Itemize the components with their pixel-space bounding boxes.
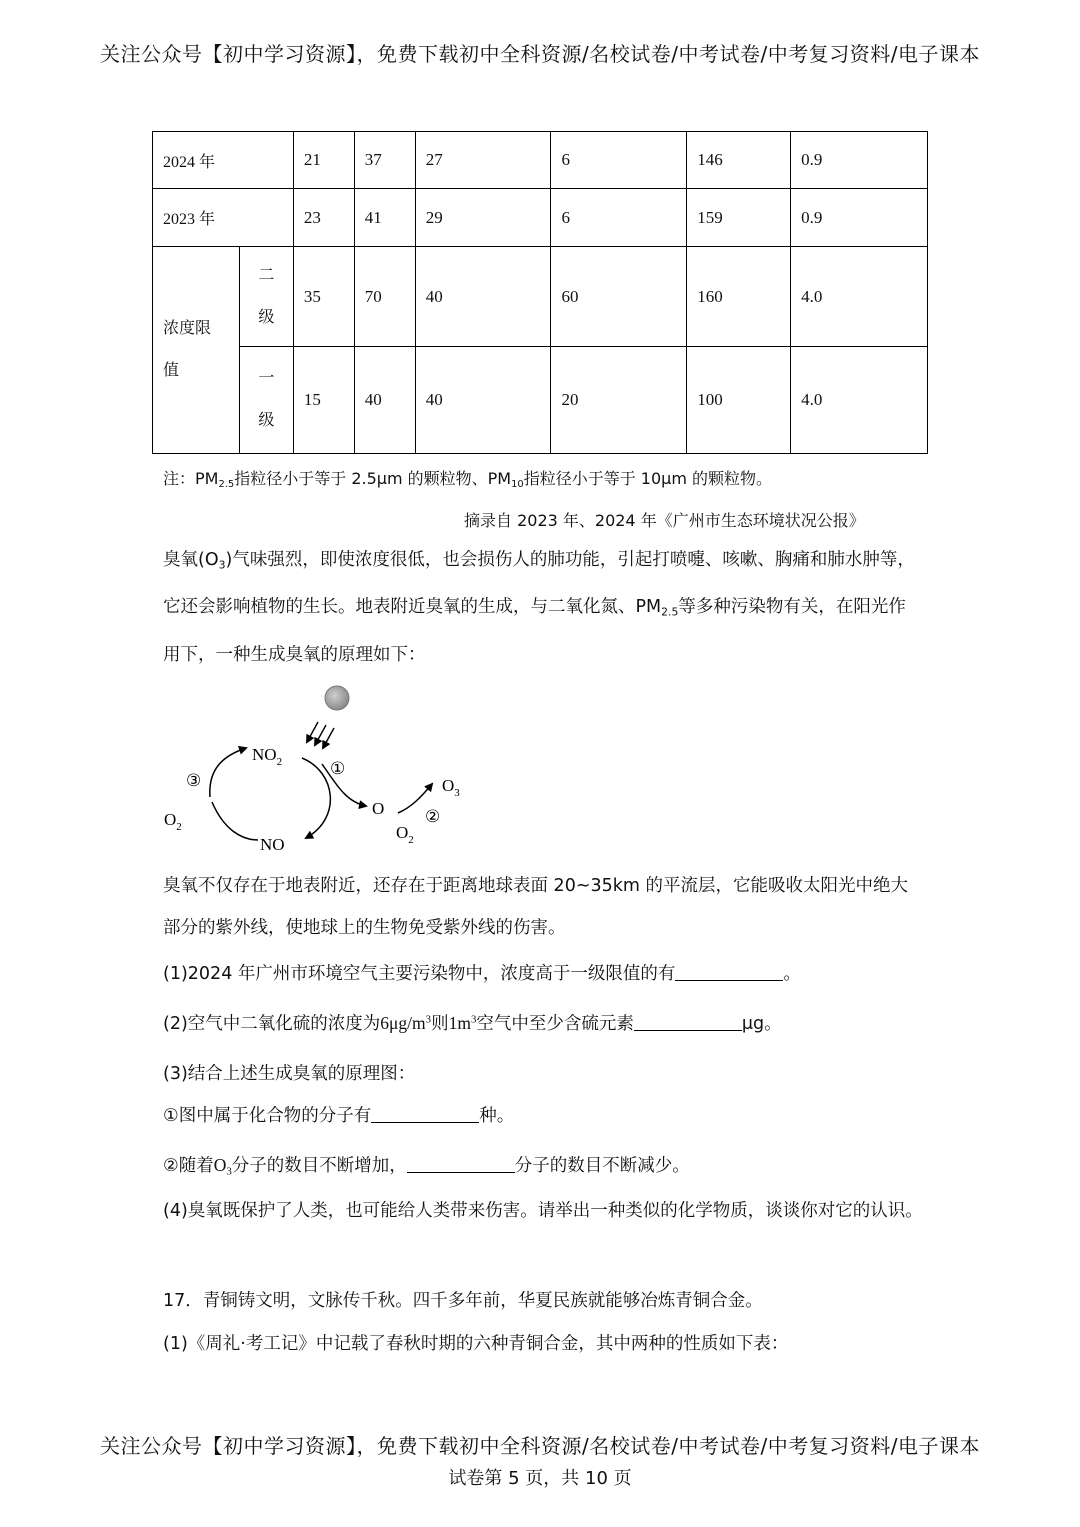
table-row — [153, 247, 928, 347]
table-cell: 4.0 — [791, 247, 928, 347]
table-cell: 4.0 — [791, 347, 928, 454]
answer-blank[interactable] — [634, 1012, 742, 1031]
table-cell: 100 — [687, 347, 791, 454]
question-3: (3)结合上述生成臭氧的原理图： — [163, 1064, 416, 1084]
limit-label-line1: 浓度限 — [163, 320, 212, 337]
tier-label-line2: 级 — [258, 412, 275, 429]
table-cell: 20 — [551, 347, 687, 454]
table-cell: 29 — [415, 189, 551, 247]
table-cell: 41 — [354, 189, 415, 247]
species-o2-bottom: $O_2$ — [396, 823, 414, 846]
tier-label-line1: 二 — [258, 266, 275, 284]
table-cell: 6 — [551, 132, 687, 189]
question-2: (2)空气中二氧化硫的浓度为$6\mu g/m^3$则$1m^3$空气中至少含硫元素 μg。 — [163, 1013, 782, 1034]
step-label-3: ③ — [186, 771, 202, 791]
table-cell: 40 — [415, 347, 551, 454]
species-no2: $NO_2$ — [252, 745, 283, 768]
question-4: (4)臭氧既保护了人类，也可能给人类带来伤害。请举出一种类似的化学物质，谈谈你对它的认识。 — [163, 1201, 923, 1221]
species-o2-left: $O_2$ — [164, 810, 182, 833]
table-cell: 160 — [687, 247, 791, 347]
table-cell: 40 — [354, 347, 415, 454]
table-note: 注：$PM_{2.5}$指粒径小于等于 2.5μm 的颗粒物、$PM_{10}$指粒径小于等于 10μm 的颗粒物。 — [163, 469, 772, 490]
table-cell: 70 — [354, 247, 415, 347]
answer-blank[interactable] — [675, 962, 783, 981]
table-cell: 159 — [687, 189, 791, 247]
row-label: 2023 年 — [153, 189, 294, 247]
reaction-arrow-3 — [210, 748, 246, 797]
table-cell: 40 — [415, 247, 551, 347]
table-cell: 0.9 — [791, 189, 928, 247]
question-3-2: ②随着$O_3$分子的数目不断增加， 分子的数目不断减少。 — [163, 1155, 690, 1178]
limit-label-cell — [153, 247, 240, 454]
promo-banner-bottom: 关注公众号【初中学习资源】，免费下载初中全科资源/名校试卷/中考试卷/中考复习资料/电子课本 — [100, 1434, 980, 1458]
species-o-atom: O — [372, 799, 385, 818]
table-cell: 27 — [415, 132, 551, 189]
table-cell: 15 — [293, 347, 354, 454]
table-cell: 37 — [354, 132, 415, 189]
table-cell: 6 — [551, 189, 687, 247]
table-row — [153, 347, 928, 454]
sunlight-rays-icon — [307, 722, 334, 748]
species-no: NO — [260, 835, 285, 854]
table-row — [153, 132, 928, 189]
sun-icon — [325, 686, 349, 710]
table-cell: 23 — [293, 189, 354, 247]
passage-ozone-intro: 臭氧$(O_3)$气味强烈，即使浓度很低，也会损伤人的肺功能，引起打喷嚏、咳嗽、胸痛和肺水肿等，它还会影响植物的生长。地表附近臭氧的生成，与二氧化氮、$PM_{2.5}$等多种污染物有关，在阳光作用下，一种生成臭氧的原理如下： — [163, 550, 915, 665]
question-17-1: (1)《周礼·考工记》中记载了春秋时期的六种青铜合金，其中两种的性质如下表： — [163, 1334, 789, 1354]
air-quality-table — [152, 131, 928, 454]
table-cell: 35 — [293, 247, 354, 347]
question-3-1: ①图中属于化合物的分子有 种。 — [163, 1106, 515, 1126]
row-label: 2024 年 — [153, 132, 294, 189]
tier-label-line2: 级 — [258, 308, 275, 326]
question-17: 17．青铜铸文明，文脉传千秋。四千多年前，华夏民族就能够冶炼青铜合金。 — [163, 1291, 763, 1311]
limit-label-line2: 值 — [163, 362, 180, 379]
table-cell: 60 — [551, 247, 687, 347]
promo-banner-top: 关注公众号【初中学习资源】，免费下载初中全科资源/名校试卷/中考试卷/中考复习资料/电子课本 — [100, 42, 980, 66]
step-label-2: ② — [425, 807, 441, 827]
table-cell: 0.9 — [791, 132, 928, 189]
ozone-formation-diagram — [150, 680, 480, 860]
table-cell: 21 — [293, 132, 354, 189]
step-label-1: ① — [330, 759, 346, 779]
passage-ozone-stratosphere: 臭氧不仅存在于地表附近，还存在于距离地球表面 20~35km 的平流层，它能吸收太阳光中绝大部分的紫外线，使地球上的生物免受紫外线的伤害。 — [163, 876, 909, 938]
tier-label — [239, 247, 293, 347]
table-cell: 146 — [687, 132, 791, 189]
page-number: 试卷第 5 页，共 10 页 — [448, 1468, 632, 1489]
tier-label-line1: 一 — [258, 370, 275, 387]
answer-blank[interactable] — [407, 1154, 515, 1173]
tier-label — [239, 347, 293, 454]
table-row — [153, 189, 928, 247]
species-o3: $O_3$ — [442, 776, 460, 799]
answer-blank[interactable] — [371, 1104, 479, 1123]
question-1: (1)2024 年广州市环境空气主要污染物中，浓度高于一级限值的有 。 — [163, 964, 801, 984]
reaction-arrow-3-lower — [212, 802, 258, 840]
table-source: 摘录自 2023 年、2024 年《广州市生态环境状况公报》 — [464, 511, 865, 530]
